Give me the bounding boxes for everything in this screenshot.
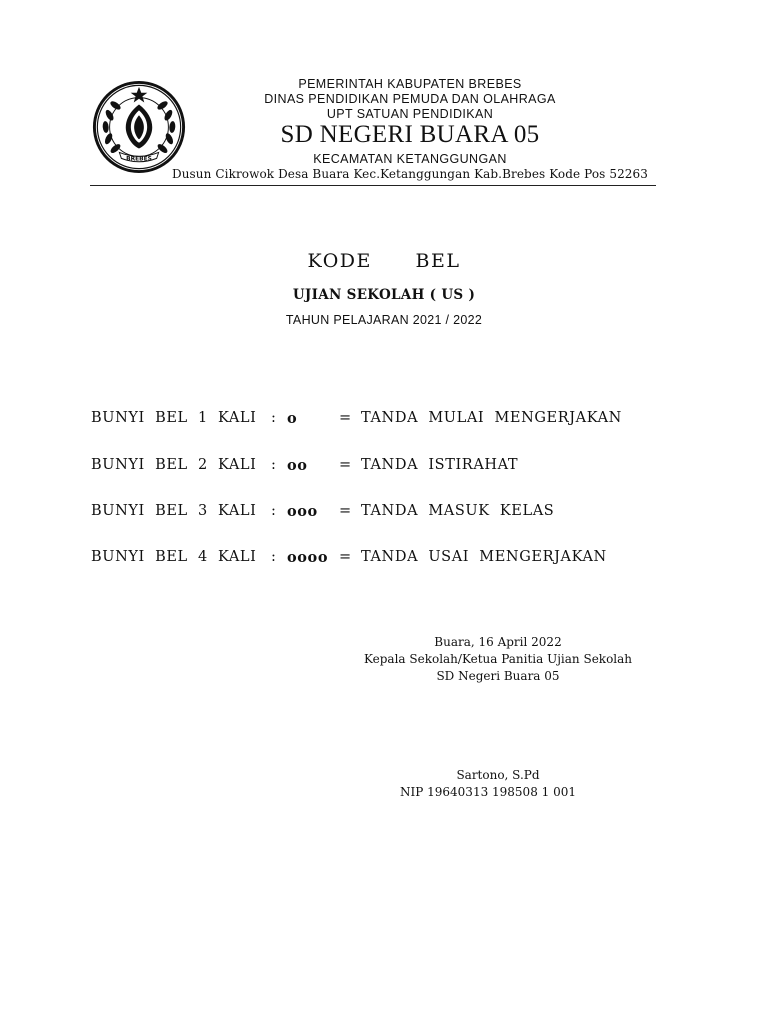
bell-label: BUNYI BEL 3 KALI: [91, 503, 257, 519]
bell-label: BUNYI BEL 1 KALI: [91, 410, 257, 426]
letterhead-department: DINAS PENDIDIKAN PEMUDA DAN OLAHRAGA: [264, 92, 556, 106]
letterhead-district: KECAMATAN KETANGGUNGAN: [313, 152, 507, 166]
bell-label: BUNYI BEL 2 KALI: [91, 457, 257, 473]
signature-institution: SD Negeri Buara 05: [436, 669, 560, 683]
signatory-nip: NIP 19640313 198508 1 001: [400, 785, 576, 799]
letterhead-government: PEMERINTAH KABUPATEN BREBES: [298, 77, 522, 91]
letterhead-unit: UPT SATUAN PENDIDIKAN: [326, 107, 494, 121]
bell-meaning: TANDA MASUK KELAS: [361, 503, 555, 519]
bell-equals: =: [339, 549, 352, 565]
letterhead-school-name: SD NEGERI BUARA 05: [280, 121, 540, 148]
bell-colon: :: [271, 410, 277, 426]
bell-meaning: TANDA USAI MENGERJAKAN: [361, 549, 607, 565]
signature-place-date: Buara, 16 April 2022: [434, 635, 562, 649]
bell-colon: :: [271, 503, 277, 519]
bell-meaning: TANDA MULAI MENGERJAKAN: [361, 410, 622, 426]
bell-code: o: [287, 410, 298, 427]
academic-year: TAHUN PELAJARAN 2021 / 2022: [285, 313, 483, 327]
bell-code: ooo: [287, 503, 318, 520]
bell-equals: =: [339, 457, 352, 473]
bell-equals: =: [339, 503, 352, 519]
bell-equals: =: [339, 410, 352, 426]
bell-colon: :: [271, 457, 277, 473]
signatory-name: Sartono, S.Pd: [456, 768, 540, 782]
document-subtitle: UJIAN SEKOLAH ( US ): [292, 287, 476, 303]
bell-code: oo: [287, 457, 308, 474]
letterhead-divider: [90, 185, 656, 186]
bell-meaning: TANDA ISTIRAHAT: [361, 457, 519, 473]
document-title: KODE BEL: [307, 250, 461, 272]
bell-label: BUNYI BEL 4 KALI: [91, 549, 257, 565]
logo-banner-text: BREBES: [126, 156, 152, 163]
bell-colon: :: [271, 549, 277, 565]
bell-code: oooo: [287, 549, 329, 566]
signature-role: Kepala Sekolah/Ketua Panitia Ujian Sekolah: [363, 652, 633, 666]
letterhead-address: Dusun Cikrowok Desa Buara Kec.Ketanggungan Kab.Brebes Kode Pos 52263: [171, 167, 649, 181]
